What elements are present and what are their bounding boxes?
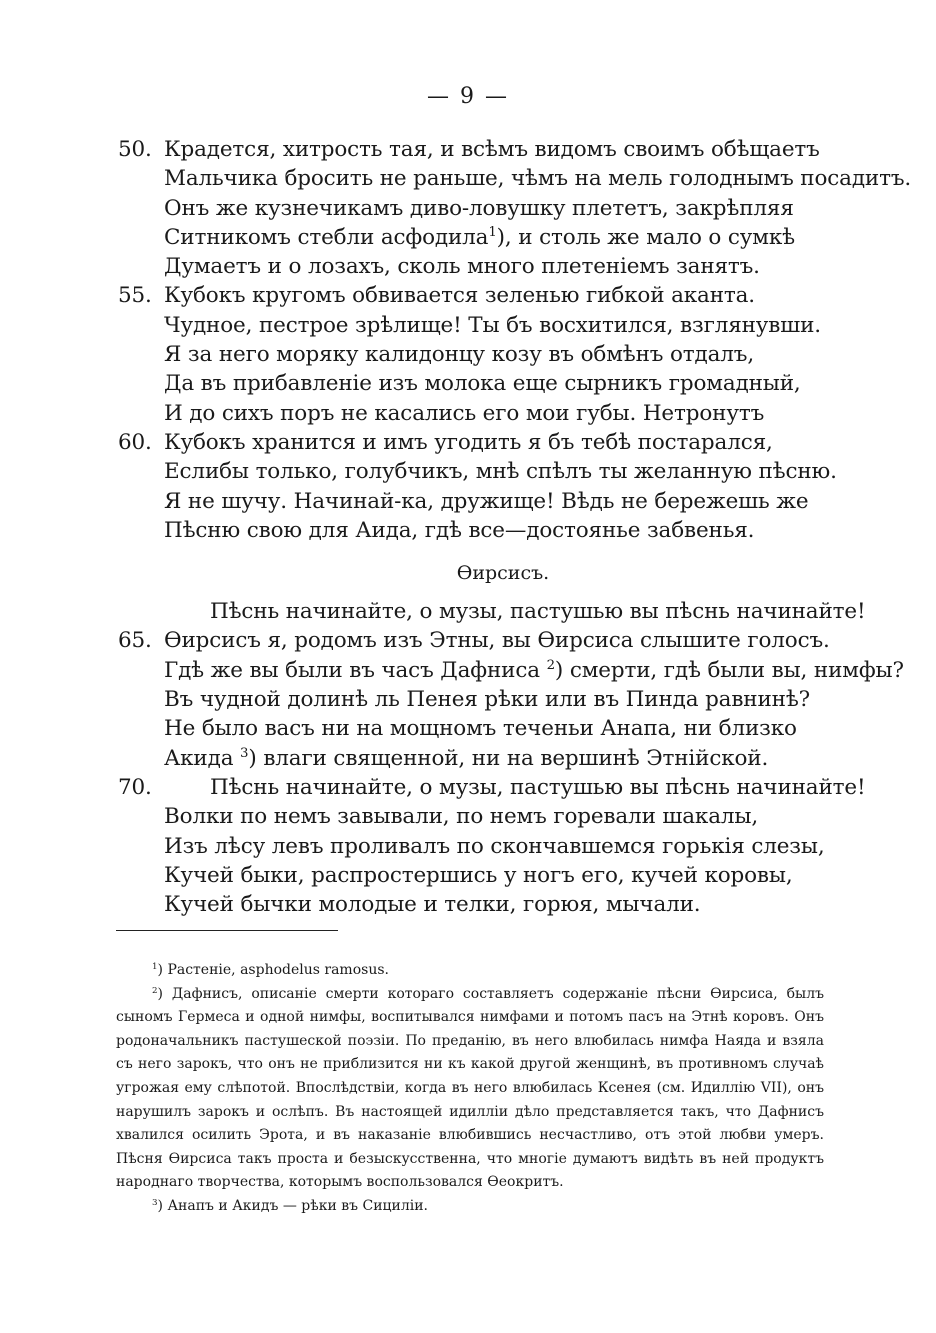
footnote: $^3$) Анапъ и Акидъ — рѣки въ Сициліи. [152,1197,429,1214]
verse-text: Крадется, хитрость тая, и всѣмъ видомъ своимъ обѣщаетъ [164,137,820,162]
poem-stanza-1 [118,135,912,545]
verse-text: Изъ лѣсу левъ проливалъ по скончавшемся горькія слезы, [164,833,825,859]
line-number: 50. [118,137,152,162]
verse-line [118,597,866,626]
footnote-marker: 3 [240,745,249,761]
verse-line [118,861,858,890]
verse-line [118,428,858,457]
verse-line [118,802,858,831]
footnote-number: 1 [152,961,158,972]
verse-text: И до сихъ поръ не касались его мои губы. Нетронутъ [164,400,765,426]
verse-text: Не было васъ ни на мощномъ теченьи Анапа, ни близко [164,716,797,742]
verse-line [118,685,858,714]
verse-line [118,516,858,545]
verse-line [118,194,858,223]
verse-line [118,487,858,516]
verse-text: Ситникомъ стебли асфодила$^1$), и столь же мало о сумкѣ [164,224,795,250]
verse-line [118,626,858,655]
verse-line [118,369,858,398]
verse-text: Я за него моряку калидонцу козу въ обмѣнъ отдалъ, [164,342,754,368]
footnote: $^2$) Дафнисъ, описаніе смерти котораго составляетъ содержаніе пѣсни Ѳирсиса, былъ сыномъ Гермеса и одной нимфы, воспитывался нимфами и потомъ пасъ на Этнѣ коровъ. Онъ родоначальникъ пастушеской поэзіи. По преданію, въ него влюбилась нимфа Наяда и взяла съ него зарокъ, что онъ не приблизится ни къ какой другой женщинѣ, въ противномъ случаѣ угрожая ему слѣпотой. Впослѣдствіи, когда въ него влюбилась Ксенея (см. Идиллію VII), онъ нарушилъ зарокъ и ослѣпъ. Въ настоящей идилліи дѣло представляется такъ, что Дафнисъ хвалился осилить Эрота, и въ наказаніе влюбившись несчастливо, отъ этой любви умеръ. Пѣсня Ѳирсиса такъ проста и безыскусственна, что многіе думаютъ видѣть въ ней продуктъ народнаго творчества, которымъ воспользовался Ѳеокритъ. [116,985,824,1191]
line-number: 70. [118,774,152,800]
line-number: 65. [118,628,152,654]
verse-text: Пѣсню свою для Аида, гдѣ все—достоянье забвенья. [164,517,755,543]
page-number: — 9 — [427,84,509,109]
verse-line [118,311,858,340]
verse-line [118,223,858,252]
footnote-marker: 1 [488,224,497,240]
verse-text: Думаетъ и о лозахъ, сколь много плетеніемъ занятъ. [164,254,760,280]
verse-text: Акида $^3$) влаги священной, ни на вершинѣ Этнійской. [164,745,769,771]
verse-line [118,773,866,802]
verse-line [118,281,858,310]
footnotes [116,959,824,1219]
verse-line [118,744,858,773]
poem-stanza-2 [118,597,904,919]
poem-text [118,135,912,919]
verse-line [118,135,858,164]
verse-line [118,714,858,743]
verse-line [118,832,858,861]
verse-text: Кубокъ хранится и имъ угодить я бъ тебѣ постарался, [164,429,773,455]
verse-text: Я не шучу. Начинай-ка, дружище! Вѣдь не бережешь же [164,488,809,514]
verse-line [118,252,858,281]
verse-text: Волки по немъ завывали, по немъ горевали шакалы, [164,804,759,830]
verse-text: Еслибы только, голубчикъ, мнѣ спѣлъ ты желанную пѣсню. [164,459,837,485]
footnote: $^1$) Растеніе, asphodelus ramosus. [152,961,389,978]
verse-text: Ѳирсисъ я, родомъ изъ Этны, вы Ѳирсиса слышите голосъ. [164,628,830,654]
verse-line [118,164,912,193]
verse-text: Пѣснь начинайте, о музы, пастушью вы пѣснь начинайте! [210,599,866,625]
verse-text: Кучей бычки молодые и телки, горюя, мычали. [164,892,701,918]
footnote-divider [116,930,338,931]
verse-line [118,457,858,486]
verse-text: Кубокъ кругомъ обвивается зеленью гибкой аканта. [164,283,755,309]
verse-line [118,399,858,428]
verse-text: Въ чудной долинѣ ль Пенея рѣки или въ Пинда равнинѣ? [164,687,811,713]
verse-line [118,890,858,919]
verse-text: Онъ же кузнечикамъ диво-ловушку плететъ, закрѣпляя [164,195,794,221]
footnote-number: 3 [152,1197,158,1208]
line-number: 60. [118,429,152,455]
line-number: 55. [118,283,152,309]
verse-text: Да въ прибавленіе изъ молока еще сырникъ громадный, [164,371,801,397]
verse-text: Чудное, пестрое зрѣлище! Ты бъ восхитился, взглянувши. [164,312,821,338]
footnote-marker: 2 [546,657,555,673]
verse-text: Мальчика бросить не раньше, чѣмъ на мель голоднымъ посадитъ. [164,166,912,192]
verse-line [118,656,904,685]
footnote-number: 2 [152,985,158,996]
verse-text: Кучей быки, распростершись у ногъ его, кучей коровы, [164,862,793,888]
verse-text: Пѣснь начинайте, о музы, пастушью вы пѣснь начинайте! [210,774,866,800]
verse-line [118,340,858,369]
verse-text: Гдѣ же вы были въ часъ Дафниса $^2$) смерти, гдѣ были вы, нимфы? [164,657,904,683]
section-heading: Ѳирсисъ. [456,562,550,585]
